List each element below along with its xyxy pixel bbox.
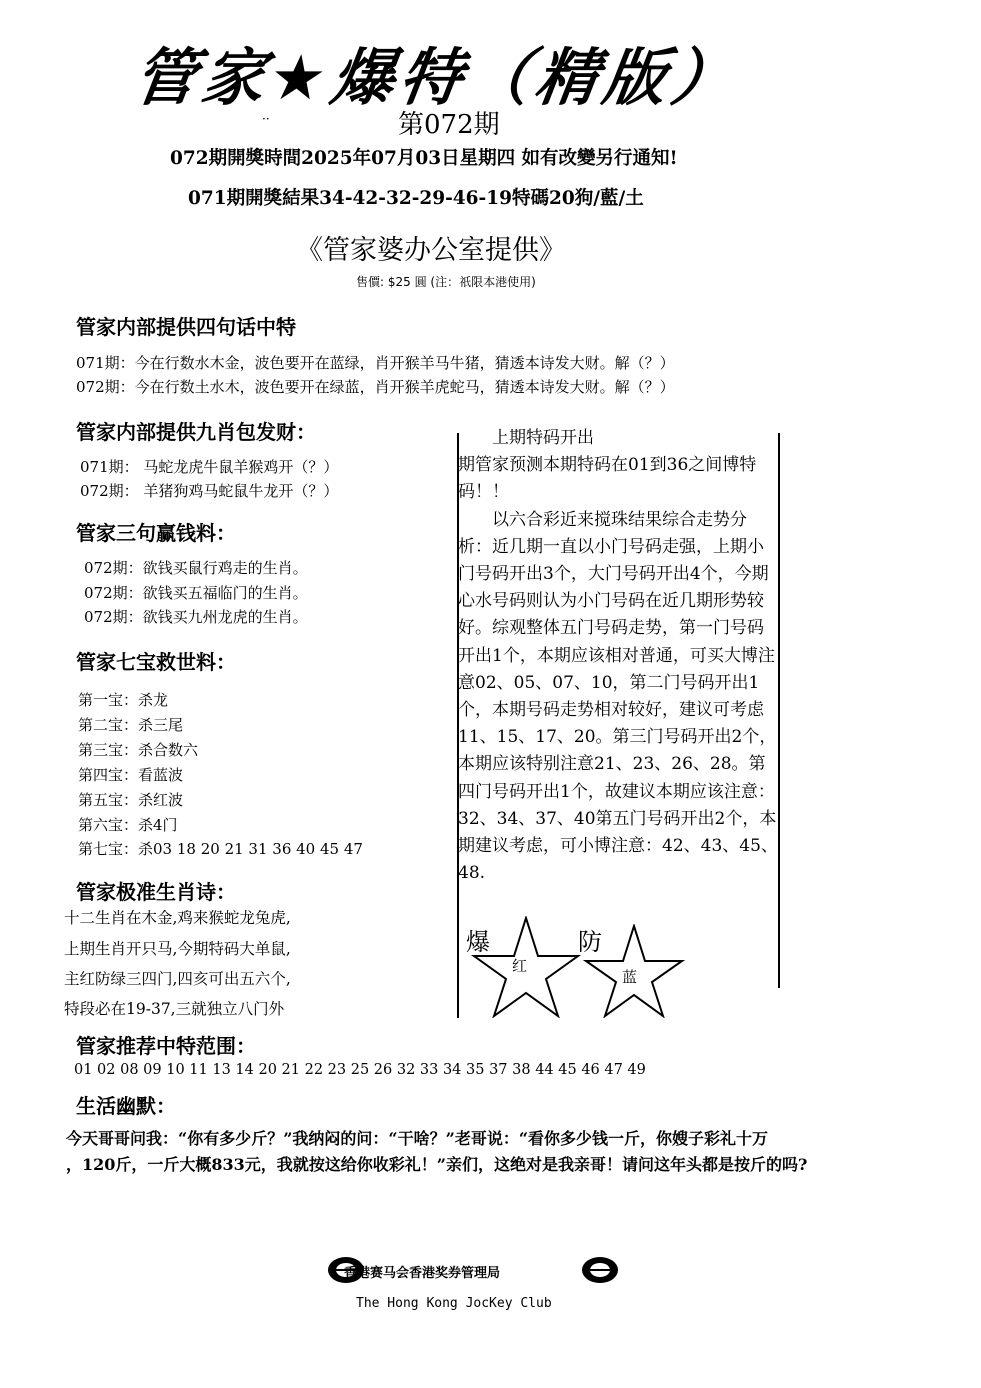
nine-zodiac-item: 071期： 马蛇龙虎牛鼠羊猴鸡开（？） [80, 458, 339, 476]
jockey-club-right-logo-icon [580, 1254, 620, 1286]
treasure-item: 第五宝：杀红波 [78, 791, 184, 809]
humor-line: ，120斤，一斤大概833元，我就按这给你收彩礼！”亲们，这绝对是我亲哥！请问这年头都是按斤的吗? [66, 1155, 808, 1174]
poem-line: 主红防绿三四门,四亥可出五六个, [64, 970, 291, 988]
four-lines-item: 071期：今在行数水木金，波色要开在蓝绿，肖开猴羊马牛猪，猜透本诗发大财。解（？） [76, 354, 675, 372]
treasure-item: 第一宝：杀龙 [78, 691, 169, 709]
poem-line: 上期生肖开只马,今期特码大单鼠, [64, 940, 291, 958]
price-line: 售價: $25 圓 (注：祇限本港使用) [356, 275, 536, 289]
decorative-dots: ·· [262, 112, 270, 126]
poem-heading: 管家极准生肖诗： [76, 880, 236, 904]
draw-time-notice: 072期開獎時間2025年07月03日星期四 如有改變另行通知! [170, 148, 678, 169]
footer-org-cn: 香港赛马会香港奖券管理局 [344, 1266, 501, 1281]
star-right-label: 防 [578, 928, 602, 956]
box-right-border [778, 433, 780, 988]
star-right-inner: 蓝 [622, 968, 638, 986]
analysis-body: 以六合彩近来搅珠结果综合走势分析：近几期一直以小门号码走强，上期小门号码开出3个，大门号码开出4个，今期心水号码则认为小门号码在近几期形势较好。综观整体五门号码走势，第一门号码开出1个，本期应该相对普通，可买大博注意02、05、07、10，第二门号码开出1个，本期号码走势相对较好，建议可考虑11、15、17、20。第三门号码开出2个，本期应该特别注意21、23、26、28。第四门号码开出1个，故建议本期应该注意：32、34、37、40第五门号码开出2个，本期建议考虑，可小博注意：42、43、45、48. [458, 509, 778, 884]
treasure-item: 第七宝：杀03 18 20 21 31 36 40 45 47 [78, 840, 363, 858]
poem-line: 十二生肖在木金,鸡来猴蛇龙兔虎, [64, 909, 291, 927]
star-left-label: 爆 [466, 928, 490, 956]
page-title: 管家★爆特（精版） [129, 41, 746, 114]
four-lines-heading: 管家内部提供四句话中特 [76, 315, 296, 339]
range-numbers: 01 02 08 09 10 11 13 14 20 21 22 23 25 26 32 33 34 35 37 38 44 45 46 47 49 [74, 1062, 646, 1078]
poem-line: 特段必在19-37,三就独立八门外 [64, 1000, 285, 1018]
four-lines-item: 072期：今在行数土水木，波色要开在绿蓝，肖开猴羊虎蛇马，猜透本诗发大财。解（？） [76, 378, 675, 396]
treasure-item: 第三宝：杀合数六 [78, 741, 199, 759]
star-left-inner: 红 [512, 957, 528, 975]
provider-line: 《管家婆办公室提供》 [296, 235, 566, 266]
three-sentences-item: 072期：欲钱买鼠行鸡走的生肖。 [84, 559, 308, 577]
previous-result: 071期開獎結果34-42-32-29-46-19特碼20狗/藍/土 [188, 188, 644, 209]
analysis-box [458, 425, 778, 887]
footer-org-en: The Hong Kong JocKey Club [356, 1296, 552, 1311]
nine-zodiac-item: 072期： 羊猪狗鸡马蛇鼠牛龙开（？） [80, 482, 339, 500]
nine-zodiac-heading: 管家内部提供九肖包发财： [76, 420, 316, 444]
treasure-item: 第六宝：杀4门 [78, 816, 178, 834]
range-heading: 管家推荐中特范围： [76, 1034, 256, 1058]
seven-treasures-heading: 管家七宝救世料： [76, 650, 236, 674]
analysis-prediction: 期管家预测本期特码在01到36之间博特码！！ [458, 455, 757, 503]
three-sentences-heading: 管家三句赢钱料： [76, 521, 236, 545]
three-sentences-item: 072期：欲钱买九州龙虎的生肖。 [84, 608, 308, 626]
humor-heading: 生活幽默： [76, 1094, 176, 1118]
humor-line: 今天哥哥问我：“你有多少斤？”我纳闷的问：“干啥？”老哥说：“看你多少钱一斤，你嫂子彩礼十万 [66, 1129, 769, 1148]
treasure-item: 第四宝：看蓝波 [78, 766, 184, 784]
treasure-item: 第二宝：杀三尾 [78, 716, 184, 734]
issue-number: 第072期 [398, 110, 500, 140]
three-sentences-item: 072期：欲钱买五福临门的生肖。 [84, 584, 308, 602]
analysis-intro: 上期特码开出 [492, 428, 594, 448]
